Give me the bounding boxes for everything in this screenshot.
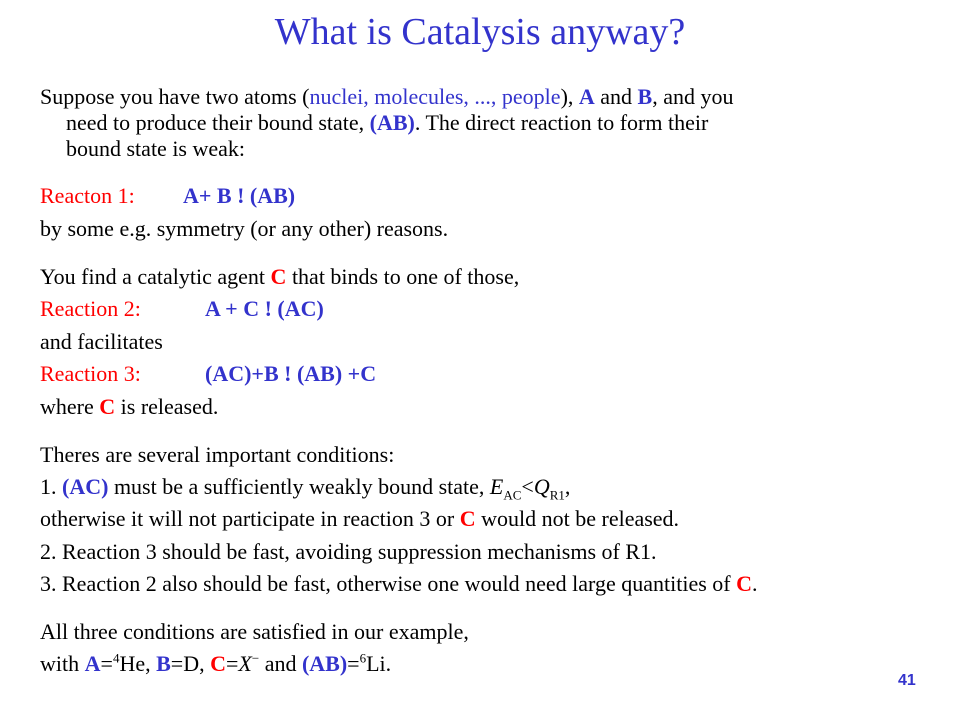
intro-line-2	[66, 110, 708, 136]
reaction-1-note: by some e.g. symmetry (or any other) reasons.	[40, 216, 449, 241]
text: need to produce their bound state,	[66, 110, 370, 135]
conditions-heading: Theres are several important conditions:	[40, 442, 395, 467]
condition-2: 2. Reaction 3 should be fast, avoiding suppression mechanisms of R1.	[40, 539, 657, 564]
reaction-1	[40, 183, 295, 209]
symbol-ab: (AB)	[301, 651, 348, 676]
q-symbol: Q	[533, 474, 550, 499]
energy-symbol: E	[489, 474, 504, 499]
examples-text: nuclei, molecules, ..., people	[309, 84, 561, 109]
text: .	[751, 571, 758, 596]
reaction-3	[40, 361, 376, 387]
text: =	[347, 651, 360, 676]
x-symbol: X	[238, 651, 252, 676]
text: 3. Reaction 2 also should be fast, otherwise one would need large quantities of	[40, 571, 737, 596]
text: =	[100, 651, 113, 676]
symbol-ab: (AB)	[369, 110, 415, 135]
symbol-a: A	[84, 651, 101, 676]
text: 1.	[40, 474, 62, 499]
catalyst-line	[40, 264, 519, 290]
reaction-2	[40, 296, 324, 322]
text: Suppose you have two atoms (	[40, 84, 310, 109]
text: that binds to one of those,	[286, 264, 520, 289]
symbol-b: B	[156, 651, 171, 676]
reaction-1-label: Reacton 1:	[40, 183, 135, 208]
symbol-c: C	[270, 264, 287, 289]
deuterium-text: =D,	[170, 651, 211, 676]
symbol-c: C	[736, 571, 752, 596]
text: You find a catalytic agent	[40, 264, 271, 289]
symbol-b: B	[637, 84, 653, 109]
symbol-ac: (AC)	[62, 474, 109, 499]
text: ,	[564, 474, 571, 499]
intro-line-3: bound state is weak:	[66, 136, 246, 161]
reaction-3-equation: (AC)+B ! (AB) +C	[205, 361, 377, 386]
reaction-1-equation: A+ B ! (AB)	[183, 183, 296, 208]
text: . The direct reaction to form their	[414, 110, 709, 135]
text: otherwise it will not participate in reaction 3 or	[40, 506, 460, 531]
reaction-3-label: Reaction 3:	[40, 361, 141, 386]
text: =	[225, 651, 239, 676]
text: is released.	[115, 394, 219, 419]
energy-subscript: AC	[503, 487, 522, 503]
text: and	[594, 84, 638, 109]
slide-title: What is Catalysis anyway?	[274, 11, 686, 53]
lithium-text: Li.	[366, 651, 392, 676]
symbol-a: A	[578, 84, 595, 109]
condition-3	[40, 571, 757, 597]
symbol-c: C	[210, 651, 226, 676]
text: would not be released.	[475, 506, 680, 531]
reaction-2-equation: A + C ! (AC)	[205, 296, 324, 321]
text: with	[40, 651, 85, 676]
released-line	[40, 394, 218, 420]
text: ),	[560, 84, 579, 109]
intro-line-1	[40, 84, 734, 110]
reaction-2-label: Reaction 2:	[40, 296, 141, 321]
example-line	[40, 651, 391, 677]
text: where	[40, 394, 100, 419]
q-subscript: R1	[549, 487, 565, 503]
page-number: 41	[898, 672, 916, 689]
summary-line: All three conditions are satisfied in our example,	[40, 619, 469, 644]
text: <	[521, 474, 534, 499]
mass-number-6: 6	[359, 650, 367, 666]
condition-1-cont	[40, 506, 679, 532]
text: , and you	[652, 84, 734, 109]
symbol-c: C	[99, 394, 116, 419]
text: must be a sufficiently weakly bound state,	[108, 474, 490, 499]
text: and	[259, 651, 302, 676]
helium-text: He,	[119, 651, 157, 676]
mass-number-4: 4	[112, 650, 120, 666]
facilitates-line: and facilitates	[40, 329, 163, 354]
x-charge: −	[251, 650, 260, 666]
condition-1	[40, 474, 571, 503]
symbol-c: C	[459, 506, 476, 531]
